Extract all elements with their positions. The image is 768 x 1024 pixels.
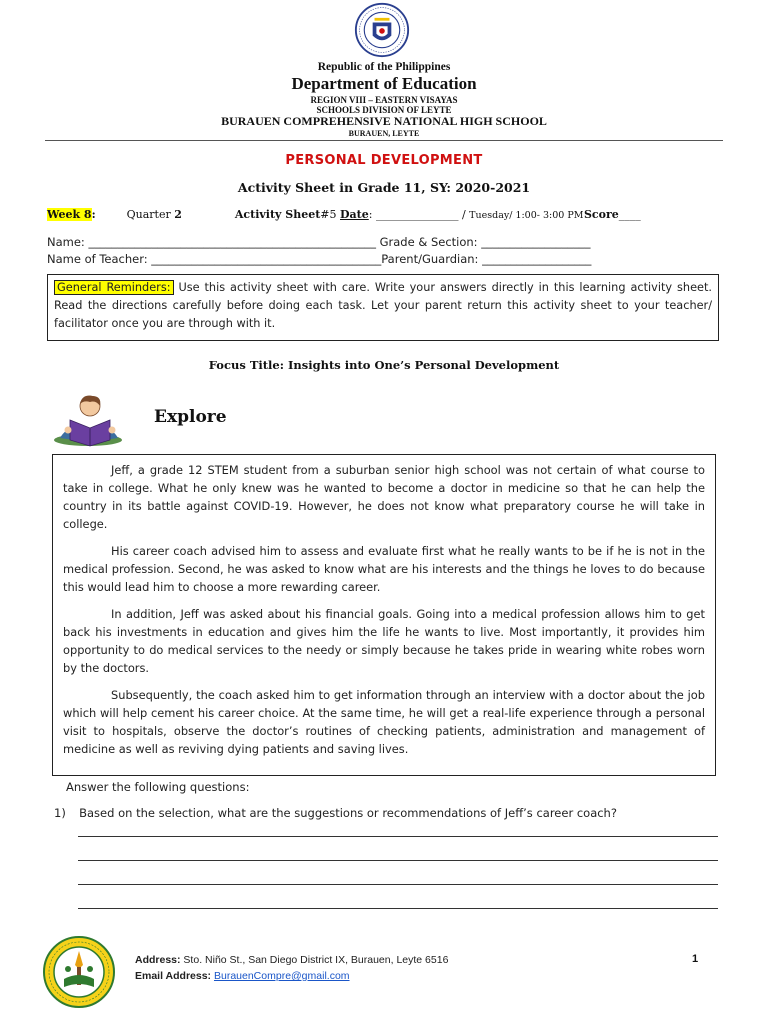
week-label: Week 8 [47,208,92,221]
general-reminders-box [47,274,719,341]
school-email [135,970,350,982]
answer-instructions: Answer the following questions: [66,780,250,794]
address-label: Address: [135,954,181,966]
question-1 [54,806,734,820]
answer-line-4[interactable] [78,908,718,909]
page-number: 1 [692,953,699,965]
quarter-label: Quarter [126,208,171,221]
republic-heading: Republic of the Philippines [317,61,451,73]
division-heading: SCHOOLS DIVISION OF LEYTE [316,105,452,115]
story-paragraph-3: In addition, Jeff was asked about his financial goals. Going into a medical profession allows him to get back his investments in education and gives him the life he wants to live. Most importantly, it provides him opportunity to do medical services to the needy or simply because he takes pride in wearing white robes worn by the doctors. [63,607,705,675]
explore-heading: Explore [154,407,227,427]
question-1-number: 1) [54,806,66,820]
score-label: Score [583,208,619,221]
week-colon: : [91,208,96,221]
date-separator: / [458,208,470,221]
header-divider [45,140,723,141]
address-text: Sto. Niño St., San Diego District IX, Burauen, Leyte 6516 [180,954,449,966]
quarter-value: 2 [174,208,182,221]
reminders-label: General Reminders: [54,280,174,295]
school-seal-logo [42,935,116,1009]
teacher-parent-row[interactable]: Name of Teacher: ________________________________________Parent/Guardian: ___________________ [47,252,592,266]
week-info-row [47,208,727,221]
story-paragraph-4: Subsequently, the coach asked him to get information through an interview with a doctor about the job which will help cement his career choice. At the same time, he will get a real-life experience through a personal visit to hospitals, observe the doctor’s routines of checking patients, administration and management of medicine as well as reviving dying patients and saving lives. [63,688,705,756]
story-paragraph-2: His career coach advised him to assess and evaluate first what he really wants to be if he is not in the medical profession. Second, he was asked to know what are his interests and the things he loves to do because this would lead him to choose a more rewarding career. [63,544,705,594]
answer-line-1[interactable] [78,836,718,837]
email-link[interactable]: BurauenCompre@gmail.com [213,970,350,982]
date-label: Date [340,208,369,221]
answer-line-2[interactable] [78,860,718,861]
question-1-text: Based on the selection, what are the suggestions or recommendations of Jeff’s career coach? [79,806,617,820]
email-label: Email Address: [135,970,212,982]
focus-title: Focus Title: Insights into One’s Personal Development [208,358,560,372]
activity-sheet-number: #5 [320,208,337,221]
date-field[interactable]: : _______________ [368,208,459,221]
school-heading: BURAUEN COMPREHENSIVE NATIONAL HIGH SCHOOL [221,114,547,128]
reading-child-icon [48,394,134,448]
story-paragraph-1: Jeff, a grade 12 STEM student from a suburban senior high school was not certain of what course to take in college. What he only knew was he wanted to become a doctor in medicine so that he can help the country in its battle against COVID-19. However, he does not know what preparatory course he will take in college. [63,463,705,531]
town-heading: BURAUEN, LEYTE [348,129,420,138]
deped-seal-logo [354,2,410,58]
subject-title: PERSONAL DEVELOPMENT [285,153,483,168]
answer-line-3[interactable] [78,884,718,885]
activity-sheet-label: Activity Sheet [234,208,321,221]
score-field[interactable]: ____ [618,208,641,221]
explore-reading-box[interactable] [52,454,716,776]
name-grade-row[interactable]: Name: __________________________________________________ Grade & Section: ___________________ [47,235,591,249]
school-address [135,954,448,966]
region-heading: REGION VIII – EASTERN VISAYAS [310,95,458,105]
department-heading: Department of Education [291,74,477,93]
day-time-text: Tuesday/ 1:00- 3:00 PM [469,210,584,221]
reminders-text: Use this activity sheet with care. Write your answers directly in this learning activity sheet. Read the directions carefully before doing each task. Let your parent return this activity sheet to your teacher/ facilitator once you are through with it. [54,281,712,330]
activity-sheet-title: Activity Sheet in Grade 11, SY: 2020-2021 [237,180,531,195]
